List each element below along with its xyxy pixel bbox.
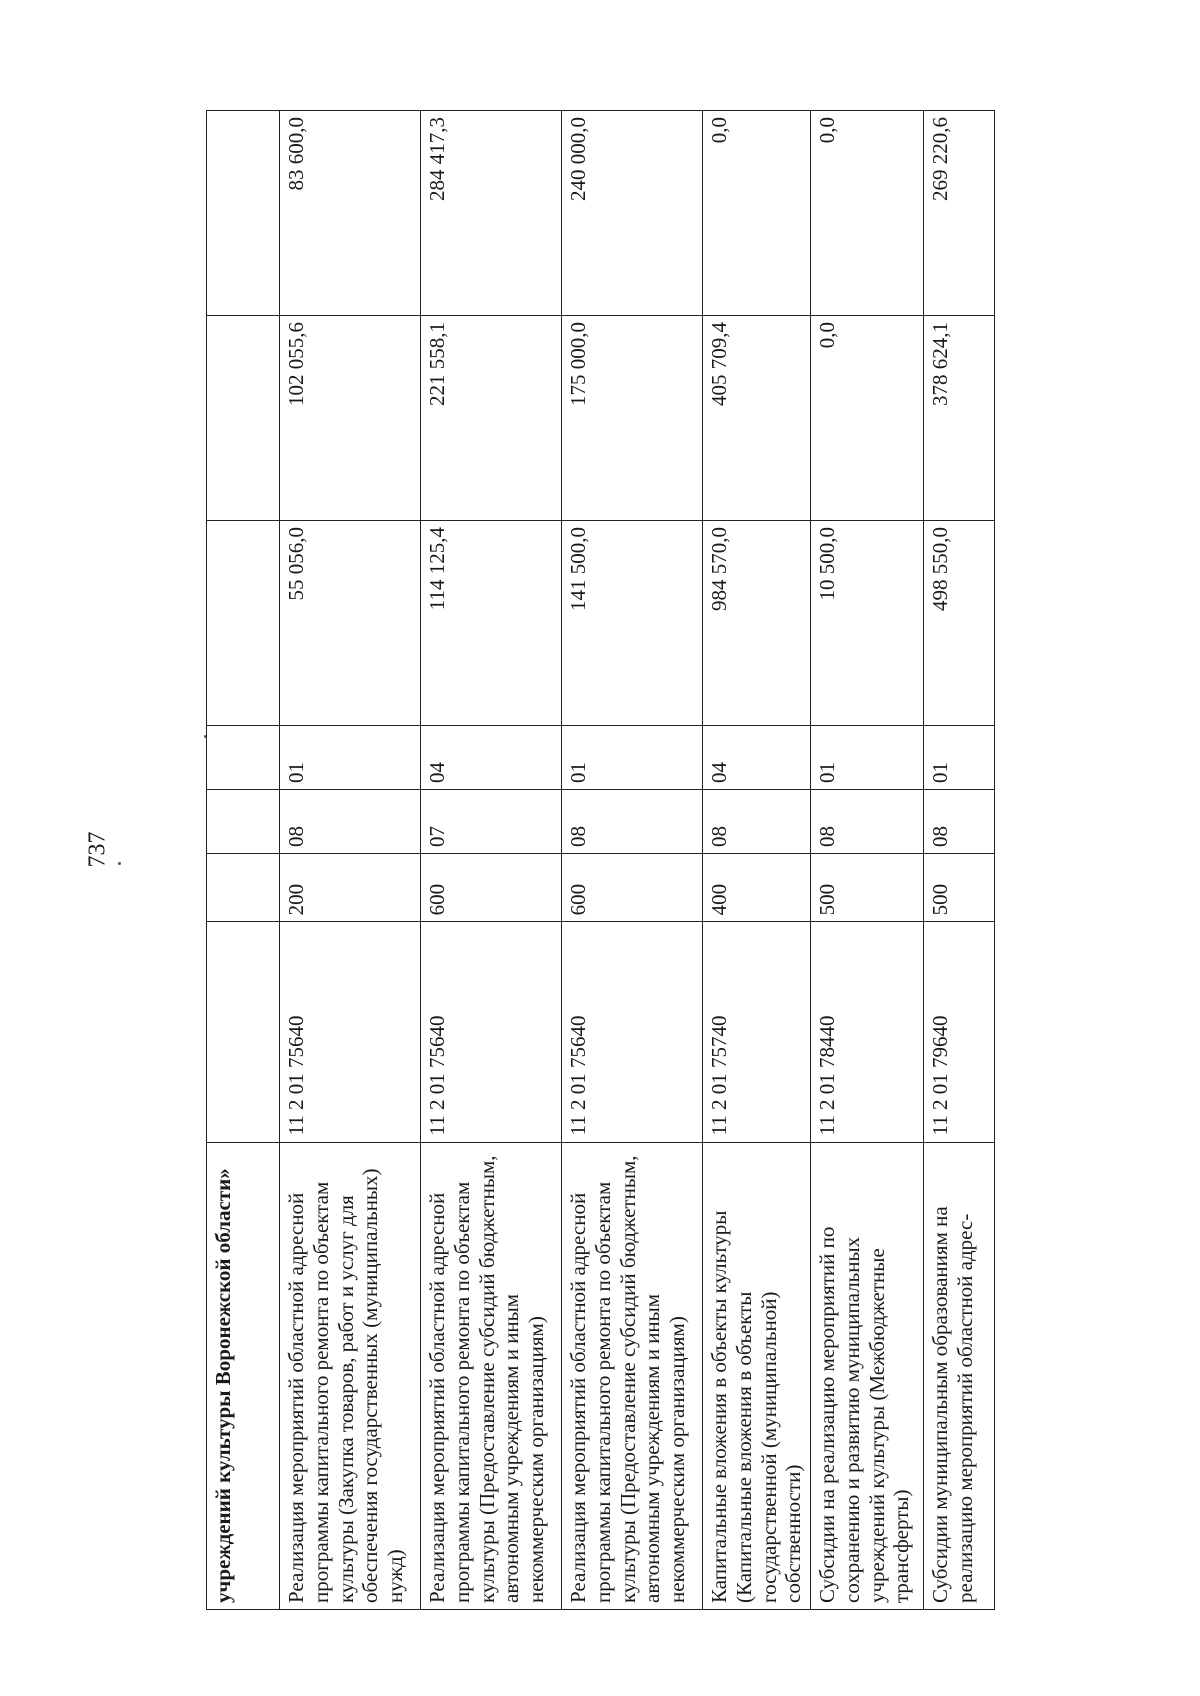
row-name: Субсидии муниципальным образованиям на реализацию мероприятий областной адрес- — [924, 1142, 995, 1609]
row-value-2: 221 558,1 — [421, 316, 562, 521]
table-row — [562, 111, 703, 1610]
row-code: 11 2 01 79640 — [924, 922, 995, 1142]
row-name: Реализация мероприятий областной адресной программы капитального ремонта по объектам культуры (Предоставление субсидий бюджетным, автономным учреждениям и иным некоммерческим организациям) — [562, 1142, 703, 1609]
row-pr: 01 — [562, 726, 703, 790]
page-number: 737 — [84, 831, 111, 868]
rotated-page-content — [206, 10, 1106, 1610]
header-cell-pr — [207, 726, 280, 790]
table-row — [703, 111, 811, 1610]
row-vr: 400 — [703, 854, 811, 922]
row-value-3: 0,0 — [703, 111, 811, 316]
row-code: 11 2 01 75740 — [703, 922, 811, 1142]
table-row — [280, 111, 421, 1610]
row-rz: 07 — [421, 790, 562, 854]
row-value-2: 378 624,1 — [924, 316, 995, 521]
header-cell-v2 — [207, 316, 280, 521]
row-name: Субсидии на реализацию мероприятий по сохранению и развитию муниципальных учреждений культуры (Межбюджетные трансферты) — [811, 1142, 924, 1609]
row-code: 11 2 01 75640 — [280, 922, 421, 1142]
row-value-1: 10 500,0 — [811, 521, 924, 726]
row-vr: 500 — [924, 854, 995, 922]
header-cell-v1 — [207, 521, 280, 726]
row-rz: 08 — [703, 790, 811, 854]
row-value-3: 83 600,0 — [280, 111, 421, 316]
header-cell-v3 — [207, 111, 280, 316]
row-vr: 600 — [421, 854, 562, 922]
row-value-1: 141 500,0 — [562, 521, 703, 726]
row-pr: 01 — [280, 726, 421, 790]
row-value-2: 405 709,4 — [703, 316, 811, 521]
row-name: Реализация мероприятий областной адресной программы капитального ремонта по объектам культуры (Предоставление субсидий бюджетным, автономным учреждениям и иным некоммерческим организациям) — [421, 1142, 562, 1609]
row-pr: 01 — [924, 726, 995, 790]
row-value-3: 269 220,6 — [924, 111, 995, 316]
row-vr: 500 — [811, 854, 924, 922]
row-code: 11 2 01 78440 — [811, 922, 924, 1142]
row-value-2: 0,0 — [811, 316, 924, 521]
row-rz: 08 — [811, 790, 924, 854]
row-rz: 08 — [280, 790, 421, 854]
table-row — [421, 111, 562, 1610]
row-name: Капитальные вложения в объекты культуры (Капитальные вложения в объекты государственной (муниципальной) собственности) — [703, 1142, 811, 1609]
header-cell-rz — [207, 790, 280, 854]
row-name: Реализация мероприятий областной адресной программы капитального ремонта по объектам культуры (Закупка товаров, работ и услуг для обеспечения государственных (муниципальных) нужд) — [280, 1142, 421, 1609]
row-rz: 08 — [924, 790, 995, 854]
row-value-2: 102 055,6 — [280, 316, 421, 521]
scan-speck — [118, 862, 121, 865]
row-vr: 600 — [562, 854, 703, 922]
row-value-2: 175 000,0 — [562, 316, 703, 521]
row-value-3: 240 000,0 — [562, 111, 703, 316]
row-value-3: 284 417,3 — [421, 111, 562, 316]
table-row — [924, 111, 995, 1610]
row-pr: 04 — [421, 726, 562, 790]
row-value-1: 55 056,0 — [280, 521, 421, 726]
row-value-3: 0,0 — [811, 111, 924, 316]
row-value-1: 984 570,0 — [703, 521, 811, 726]
header-cell-vr — [207, 854, 280, 922]
table-row — [811, 111, 924, 1610]
row-value-1: 498 550,0 — [924, 521, 995, 726]
header-cell-name: учреждений культуры Воронежской области» — [207, 1142, 280, 1609]
row-rz: 08 — [562, 790, 703, 854]
row-code: 11 2 01 75640 — [421, 922, 562, 1142]
row-value-1: 114 125,4 — [421, 521, 562, 726]
row-pr: 01 — [811, 726, 924, 790]
row-code: 11 2 01 75640 — [562, 922, 703, 1142]
table-header-row — [207, 111, 280, 1610]
row-pr: 04 — [703, 726, 811, 790]
budget-table — [206, 110, 995, 1610]
row-vr: 200 — [280, 854, 421, 922]
header-cell-code — [207, 922, 280, 1142]
